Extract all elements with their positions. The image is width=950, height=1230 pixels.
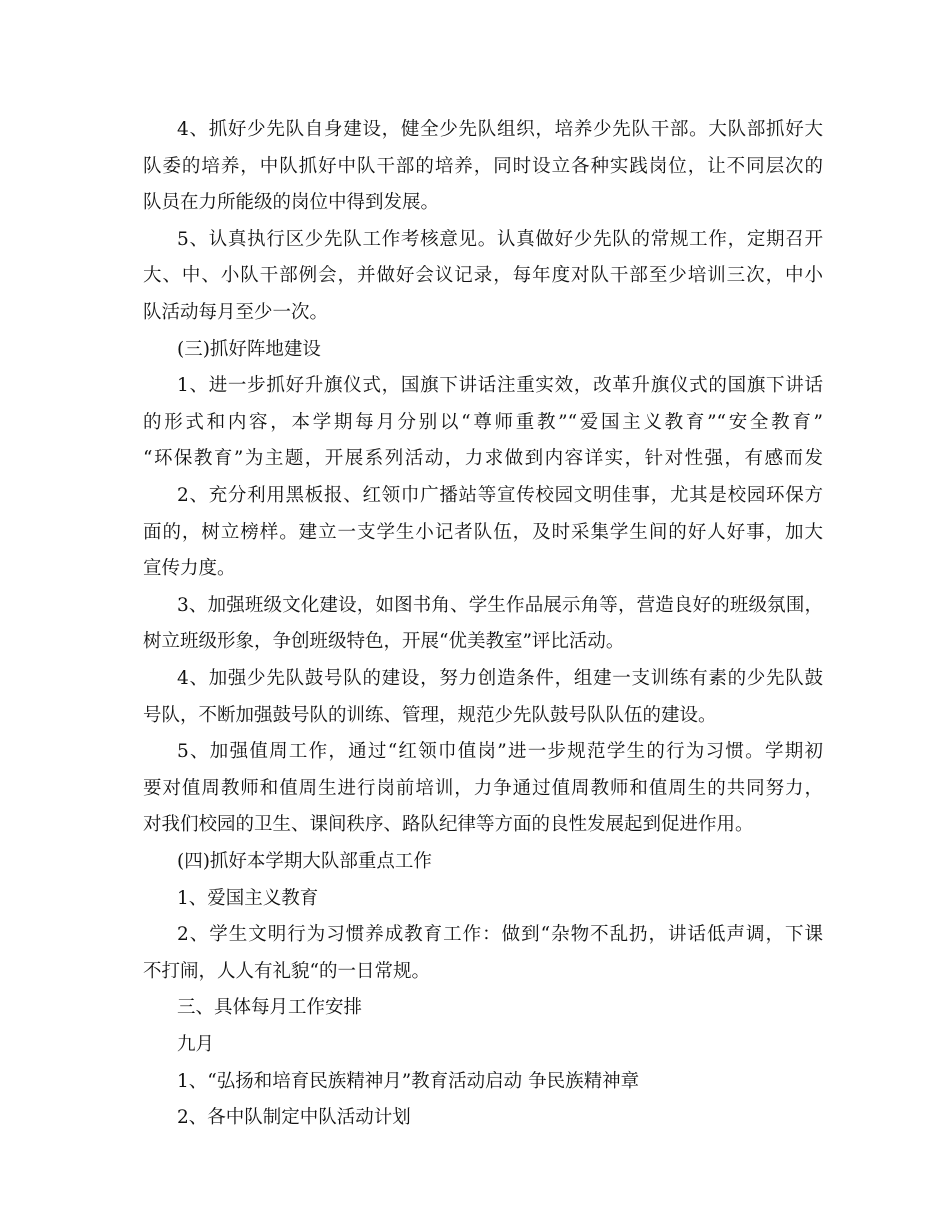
text-line: 1、“弘扬和培育民族精神月”教育活动启动 争民族精神章	[177, 1070, 640, 1092]
text-line: 1、进一步抓好升旗仪式，国旗下讲话注重实效，改革升旗仪式的国旗下讲话	[177, 375, 823, 397]
text-line: 宣传力度。	[143, 558, 236, 580]
text-line: 号队，不断加强鼓号队的训练、管理，规范少先队鼓号队队伍的建设。	[143, 704, 717, 726]
text-line: 面的，树立榜样。建立一支学生小记者队伍，及时采集学生间的好人好事，加大	[143, 521, 823, 543]
text-line: 对我们校园的卫生、课间秩序、路队纪律等方面的良性发展起到促进作用。	[143, 814, 754, 836]
text-line: 三、具体每月工作安排	[177, 997, 363, 1019]
text-line: 4、加强少先队鼓号队的建设，努力创造条件，组建一支训练有素的少先队鼓	[177, 668, 823, 689]
text-line: 队活动每月至少一次。	[143, 302, 329, 323]
text-line: (三)抓好阵地建设	[177, 338, 321, 360]
text-line: 队员在力所能级的岗位中得到发展。	[143, 192, 440, 214]
text-line: 队委的培养，中队抓好中队干部的培养，同时设立各种实践岗位，让不同层次的	[143, 155, 823, 177]
text-line: 不打闹，人人有礼貌“的一日常规。	[143, 960, 430, 982]
text-line: 九月	[177, 1034, 215, 1055]
text-line: 大、中、小队干部例会，并做好会议记录，每年度对队干部至少培训三次，中小	[143, 265, 823, 287]
text-line: 2、各中队制定中队活动计划	[177, 1107, 411, 1129]
text-line: 1、爱国主义教育	[177, 887, 319, 909]
text-line: 树立班级形象，争创班级特色，开展“优美教室”评比活动。	[143, 631, 625, 653]
text-line: 要对值周教师和值周生进行岗前培训，力争通过值周教师和值周生的共同努力，	[143, 777, 823, 799]
text-line: 5、认真执行区少先队工作考核意见。认真做好少先队的常规工作，定期召开	[177, 228, 823, 250]
text-line: 5、加强值周工作，通过“红领巾值岗”进一步规范学生的行为习惯。学期初	[177, 741, 823, 763]
text-line: 的形式和内容，本学期每月分别以“尊师重教”“爱国主义教育”“安全教育”	[143, 411, 823, 433]
text-line: 4、抓好少先队自身建设，健全少先队组织，培养少先队干部。大队部抓好大	[177, 119, 823, 140]
text-line: “环保教育”为主题，开展系列活动，力求做到内容详实，针对性强，有感而发	[143, 448, 823, 470]
text-line: 2、学生文明行为习惯养成教育工作：做到“杂物不乱扔，讲话低声调，下课	[177, 924, 823, 946]
text-line: 3、加强班级文化建设，如图书角、学生作品展示角等，营造良好的班级氛围，	[177, 594, 823, 616]
text-line: 2、充分利用黑板报、红领巾广播站等宣传校园文明佳事，尤其是校园环保方	[177, 485, 823, 506]
text-line: (四)抓好本学期大队部重点工作	[177, 851, 432, 872]
